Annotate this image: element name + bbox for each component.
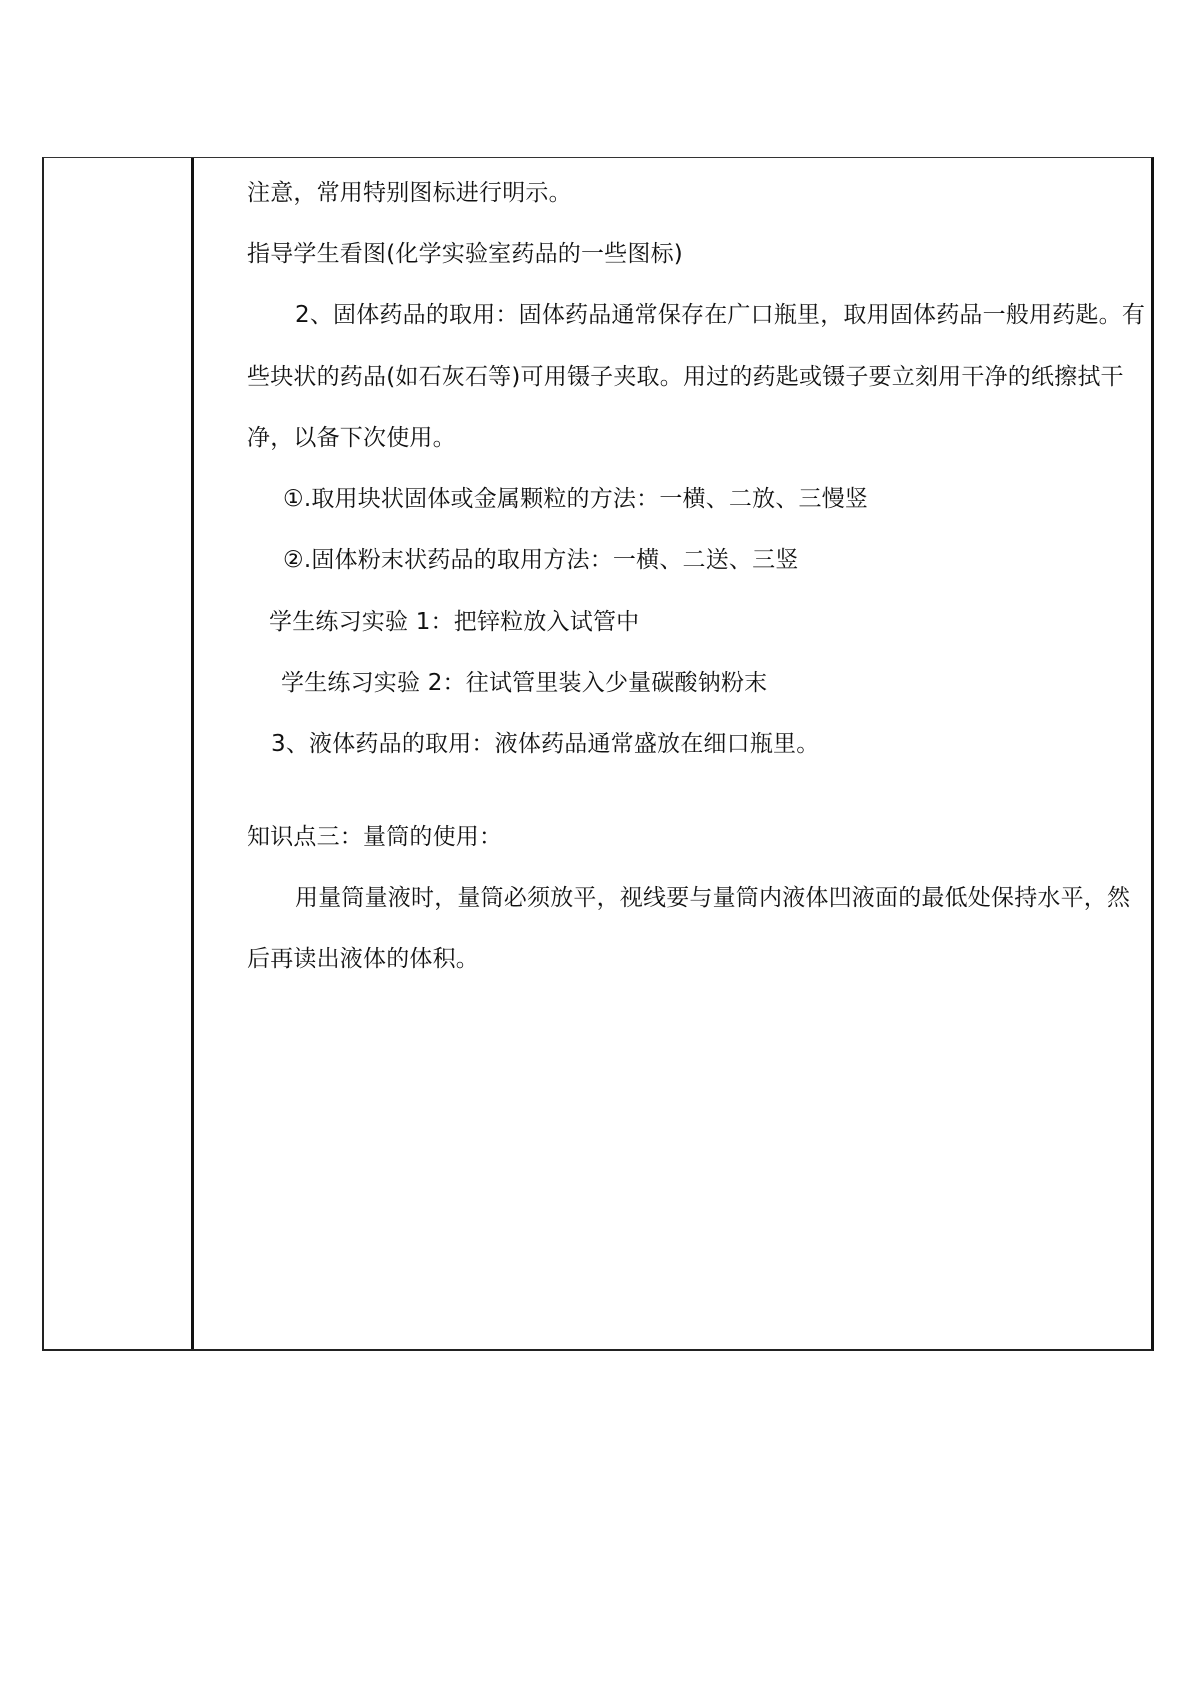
text-line-cylinder-usage: 用量筒量液时，量筒必须放平，视线要与量筒内液体凹液面的最低处保持水平，然 xyxy=(295,885,1131,911)
text-line-knowledge-point-3: 知识点三：量筒的使用： xyxy=(247,824,503,850)
text-line-method-powder: ②.固体粉末状药品的取用方法：一横、二送、三竖 xyxy=(283,547,799,573)
left-column-cell xyxy=(44,158,194,1349)
text-line-solid-intro: 2、固体药品的取用：固体药品通常保存在广口瓶里，取用固体药品一般用药匙。有 xyxy=(295,302,1146,328)
text-line-solid-clean: 净，以备下次使用。 xyxy=(247,425,456,451)
text-line-solid-tweezers: 些块状的药品(如石灰石等)可用镊子夹取。用过的药匙或镊子要立刻用干净的纸擦拭干 xyxy=(247,364,1124,390)
text-line-note: 注意，常用特别图标进行明示。 xyxy=(247,180,572,206)
text-line-method-lump: ①.取用块状固体或金属颗粒的方法：一横、二放、三慢竖 xyxy=(283,486,869,512)
content-column-cell xyxy=(197,158,1151,1349)
text-line-liquid: 3、液体药品的取用：液体药品通常盛放在细口瓶里。 xyxy=(271,731,820,757)
text-line-cylinder-read: 后再读出液体的体积。 xyxy=(247,946,479,972)
lesson-table xyxy=(42,157,1154,1351)
text-line-practice-2: 学生练习实验 2：往试管里装入少量碳酸钠粉末 xyxy=(281,670,768,696)
text-line-practice-1: 学生练习实验 1：把锌粒放入试管中 xyxy=(269,609,640,635)
text-line-icon-guide: 指导学生看图(化学实验室药品的一些图标) xyxy=(247,241,683,267)
